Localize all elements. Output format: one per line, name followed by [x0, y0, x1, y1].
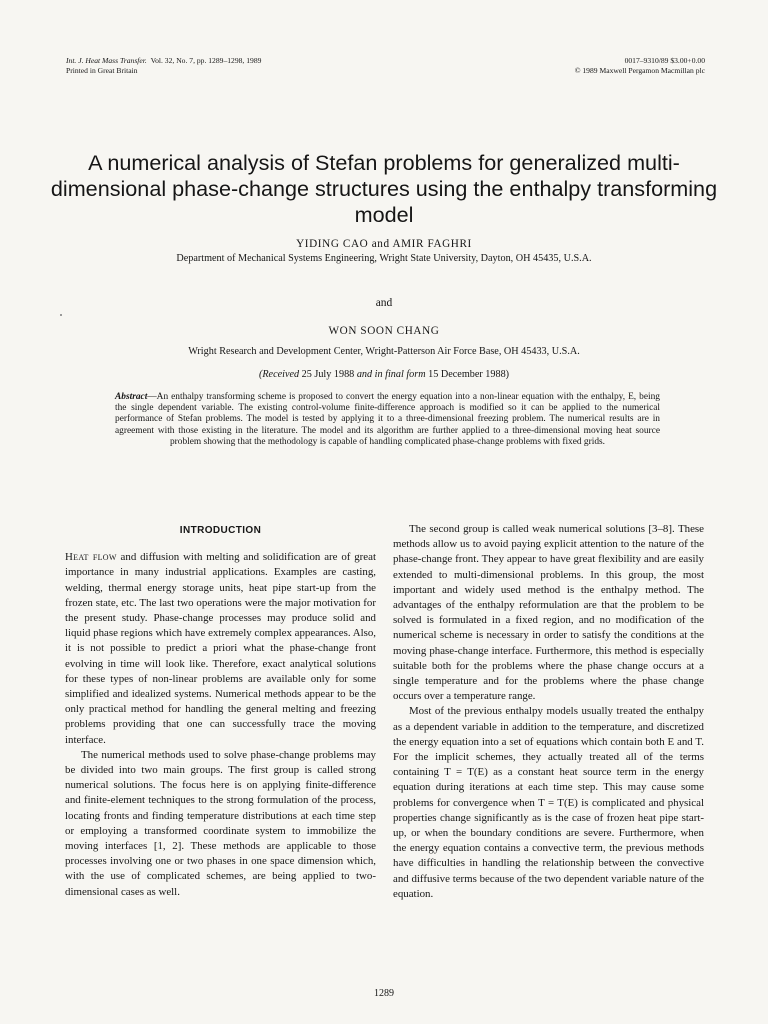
- paper-title: A numerical analysis of Stefan problems for generalized multi-dimensional phase-change structures using the enthalpy transforming model: [50, 150, 718, 227]
- scan-mark: [60, 314, 62, 316]
- printed-note: Printed in Great Britain: [66, 65, 138, 75]
- intro-paragraph-1: [65, 550, 376, 748]
- affiliation-primary: Department of Mechanical Systems Engineering, Wright State University, Dayton, OH 45435, U.S.A.: [176, 253, 592, 264]
- journal-name: Int. J. Heat Mass Transfer.: [66, 56, 147, 65]
- page-number: 1289: [374, 988, 394, 999]
- received-dates: [0, 369, 768, 380]
- copyright-line: © 1989 Maxwell Pergamon Macmillan plc: [574, 65, 705, 75]
- final-date: 15 December 1988): [425, 369, 510, 380]
- publisher-header: [575, 56, 705, 75]
- right-paragraph-2: Most of the previous enthalpy models usually treated the enthalpy as a dependent variable in addition to the temperature, and discretized the energy equation into a set of equations which contain both E and T. For the implicit schemes, they actually treated all of the terms containing T = T(E) as a constant heat source term in the energy equation during iterations at each time step. This may cause some problems for convergence when T = T(E) is complicated and physical properties change significantly as is the case of frozen heat pipe start-up, or when the boundary conditions are severe. Furthermore, when the energy equation contains a convective term, the previous methods have difficulties in handling the relationship between the convective and diffusive terms because of the two dependent variable nature of the equation.: [393, 705, 704, 900]
- left-column: [65, 520, 376, 900]
- authors-primary: YIDING CAO and AMIR FAGHRI: [296, 238, 472, 250]
- and-separator: and: [375, 297, 393, 309]
- abstract-label: Abstract: [115, 392, 148, 402]
- intro-paragraph-2: The numerical methods used to solve phase-change problems may be divided into two main groups. The first group is called strong numerical solutions. The focus here is on applying finite-difference and finite-element techniques to the strong formulation of the process, locating fronts and finding temperature distributions at each time step or employing a transformed coordinate system to immobilize the moving interfaces [1, 2]. These methods are applicable to those processes involving one or two phases in one space dimension which, with the use of complicated schemes, are being applied to two-dimensional cases as well.: [65, 748, 376, 898]
- volume-info: Vol. 32, No. 7, pp. 1289–1298, 1989: [150, 56, 262, 65]
- intro-text-1: and diffusion with melting and solidification are of great importance in many industrial applications. Examples are casting, welding, thermal energy storage units, heat pipe start-up from the frozen state, etc. The last two operations were the major motivation for the present study. Phase-change processes may produce solid and liquid phase regions which have extremely complex appearances. Also, it is not possible to predict a priori what the phase-change front evolving in time will look like. Therefore, exact analytical solutions for these types of non-linear problems are available only for some simplified and idealized systems. Numerical methods appear to be the only practical method for handling the general melting and freezing problems providing that one can successfully trace the moving interface.: [65, 551, 376, 746]
- right-column: [393, 522, 704, 902]
- section-heading: INTRODUCTION: [179, 525, 262, 536]
- received-date: 25 July 1988: [299, 369, 357, 380]
- abstract: [115, 392, 660, 448]
- affiliation-secondary: Wright Research and Development Center, Wright-Patterson Air Force Base, OH 45433, U.S.A.: [188, 346, 580, 357]
- right-paragraph-1: The second group is called weak numerical solutions [3–8]. These methods allow us to avoid paying explicit attention to the nature of the phase-change front. They appear to have great flexibility and are easily extended to multi-dimensional problems. In this group, the most important and widely used method is the enthalpy method. The advantages of the enthalpy reformulation are that the problem to be solved is formulated in a fixed region, and no modification of the numerical scheme is necessary in order to satisfy the conditions at the moving phase-change interface. Furthermore, this method is especially suitable both for the problems where the phase change occurs at a single temperature and for the problems where the phase change occurs over a temperature range.: [393, 523, 704, 703]
- intro-lead: Heat flow: [65, 551, 117, 564]
- authors-secondary: WON SOON CHANG: [328, 325, 440, 337]
- received-prefix: (Received: [258, 369, 300, 380]
- abstract-text: —An enthalpy transforming scheme is proposed to convert the energy equation into a non-linear equation with the enthalpy, E, being the single dependent variable. The existing control-volume finite-difference approach is modified so it can be applied to the numerical performance of Stefan problems. The model is tested by applying it to a three-dimensional freezing problem. The numerical results are in agreement with those existing in the literature. The model and its algorithm are further applied to a three-dimensional moving heat source problem showing that the methodology is capable of handling complicated phase-change problems with fixed grids.: [115, 392, 660, 447]
- received-middle: and in final form: [356, 369, 426, 380]
- journal-header: [66, 56, 261, 75]
- article-code: 0017–9310/89 $3.00+0.00: [624, 56, 705, 65]
